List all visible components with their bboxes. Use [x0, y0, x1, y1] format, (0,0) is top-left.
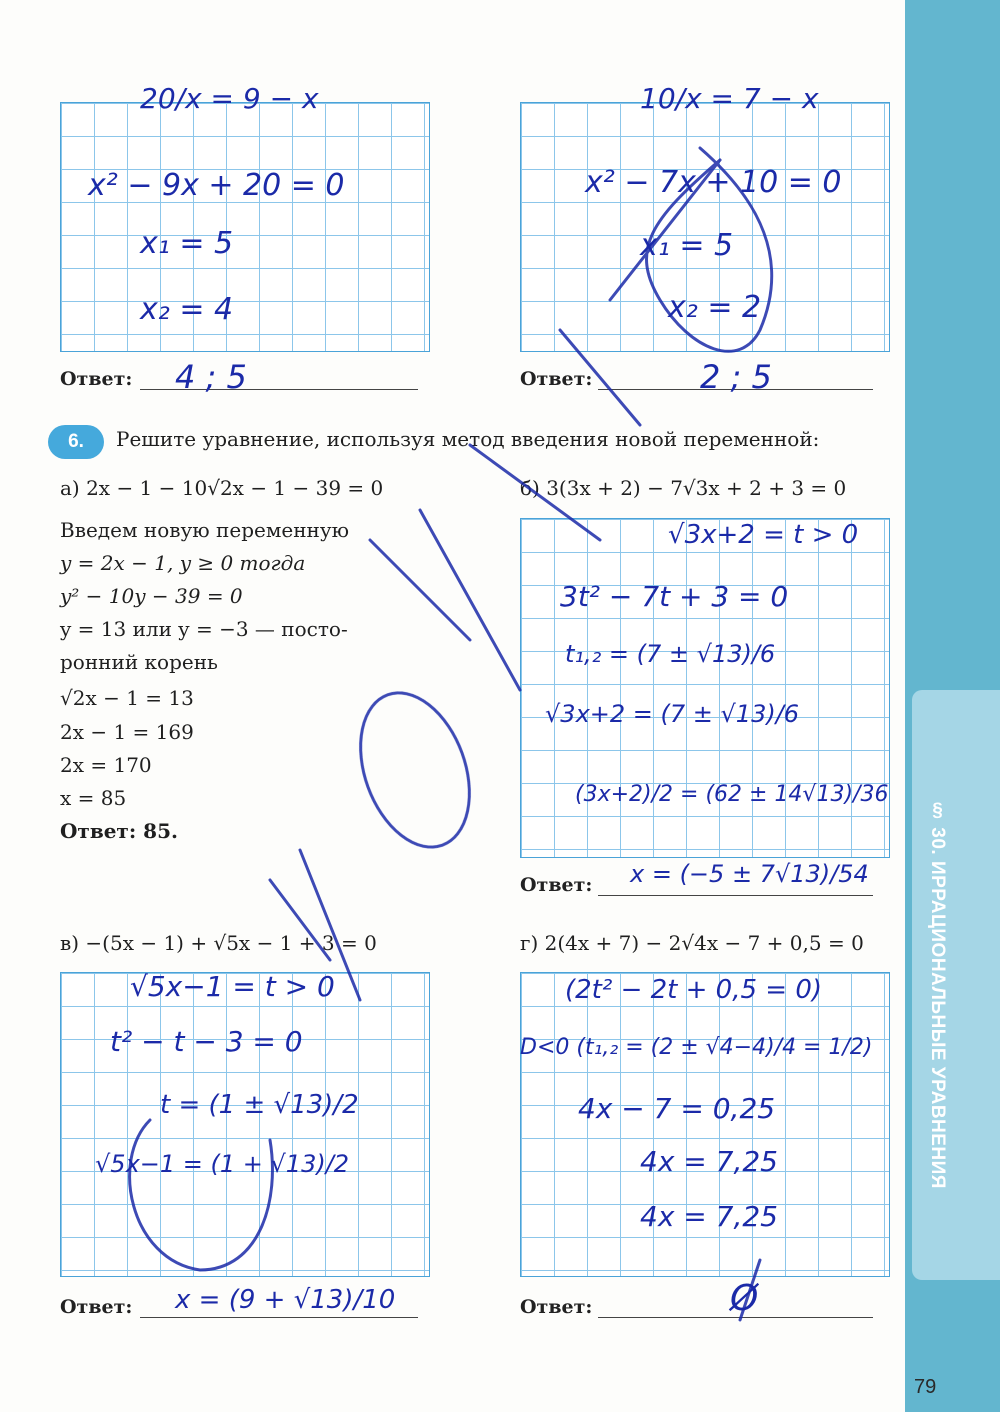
hw-g-line-2: D<0 (t₁,₂ = (2 ± √4−4)/4 = 1/2) — [520, 1035, 873, 1060]
equation-g: г) 2(4x + 7) − 2√4x − 7 + 0,5 = 0 — [520, 931, 864, 955]
solution-a-line: y = 2x − 1, y ≥ 0 тогда — [60, 551, 306, 575]
hw-top-left-line-3: x₁ = 5 — [140, 226, 234, 261]
hw-g-line-5: 4x = 7,25 — [640, 1200, 778, 1233]
equation-a: а) 2x − 1 − 10√2x − 1 − 39 = 0 — [60, 476, 384, 500]
answer-label-g: Ответ: — [520, 1296, 593, 1318]
scribble-strokes-middle — [370, 445, 600, 690]
equation-b: б) 3(3x + 2) − 7√3x + 2 + 3 = 0 — [520, 476, 847, 500]
solution-a-line: 2x = 170 — [60, 753, 152, 777]
hw-v-line-3: t = (1 ± √13)/2 — [160, 1090, 359, 1120]
hw-b-line-5: (3x+2)/2 = (62 ± 14√13)/36 — [575, 782, 889, 807]
hw-top-right-line-4: x₂ = 2 — [668, 290, 762, 325]
solution-a-line: y = 13 или y = −3 — посто- — [60, 617, 348, 641]
task-number-badge: 6. — [48, 425, 104, 459]
answer-g: Ø — [730, 1278, 759, 1319]
scribble-circle-middle — [341, 678, 490, 863]
solution-a-line: x = 85 — [60, 786, 127, 810]
scribble-strokes-lower — [270, 850, 360, 1000]
scribble-strokes-top-right — [560, 160, 720, 425]
answer-top-right: 2 ; 5 — [700, 358, 772, 396]
hw-g-line-1: (2t² − 2t + 0,5 = 0) — [565, 975, 823, 1005]
task-instruction: Решите уравнение, используя метод введения новой переменной: — [116, 427, 820, 451]
answer-label-b: Ответ: — [520, 874, 593, 896]
solution-a-answer: Ответ: 85. — [60, 819, 178, 843]
hw-b-line-2: 3t² − 7t + 3 = 0 — [560, 580, 789, 613]
hw-top-right-line-2: x² − 7x + 10 = 0 — [585, 165, 842, 200]
hw-b-line-1: √3x+2 = t > 0 — [668, 520, 859, 550]
answer-b: x = (−5 ± 7√13)/54 — [630, 860, 869, 888]
scribble-slash-answer-g — [740, 1260, 760, 1320]
hw-v-line-4: √5x−1 = (1 + √13)/2 — [95, 1150, 350, 1178]
solution-a-line: 2x − 1 = 169 — [60, 720, 194, 744]
answer-label-v: Ответ: — [60, 1296, 133, 1318]
page-number: 79 — [914, 1376, 937, 1398]
hw-top-right-line-3: x₁ = 5 — [640, 228, 734, 263]
answer-label-top-right: Ответ: — [520, 368, 593, 390]
solution-a-line: y² − 10y − 39 = 0 — [60, 584, 243, 608]
hw-g-line-3: 4x − 7 = 0,25 — [578, 1092, 776, 1125]
section-title: § 30. ИРРАЦИОНАЛЬНЫЕ УРАВНЕНИЯ — [927, 800, 948, 1189]
hw-g-line-4: 4x = 7,25 — [640, 1145, 778, 1178]
scribble-loop-lower-left — [130, 1120, 273, 1270]
hw-b-line-4: √3x+2 = (7 ± √13)/6 — [545, 700, 800, 728]
solution-a-line: ронний корень — [60, 650, 218, 674]
hw-top-left-line-1: 20/x = 9 − x — [140, 82, 319, 115]
hw-v-line-2: t² − t − 3 = 0 — [110, 1025, 303, 1058]
hw-top-left-line-4: x₂ = 4 — [140, 292, 234, 327]
equation-v: в) −(5x − 1) + √5x − 1 + 3 = 0 — [60, 931, 377, 955]
hw-b-line-3: t₁,₂ = (7 ± √13)/6 — [565, 640, 776, 668]
answer-label-top-left: Ответ: — [60, 368, 133, 390]
answer-top-left: 4 ; 5 — [175, 358, 247, 396]
solution-a-line: √2x − 1 = 13 — [60, 686, 194, 710]
answer-v: x = (9 + √13)/10 — [175, 1285, 396, 1315]
hw-top-left-line-2: x² − 9x + 20 = 0 — [88, 168, 345, 203]
solution-a-line: Введем новую переменную — [60, 518, 350, 542]
hw-v-line-1: √5x−1 = t > 0 — [130, 970, 335, 1003]
scribble-loop-top-right — [647, 148, 772, 351]
hw-top-right-line-1: 10/x = 7 − x — [640, 82, 819, 115]
